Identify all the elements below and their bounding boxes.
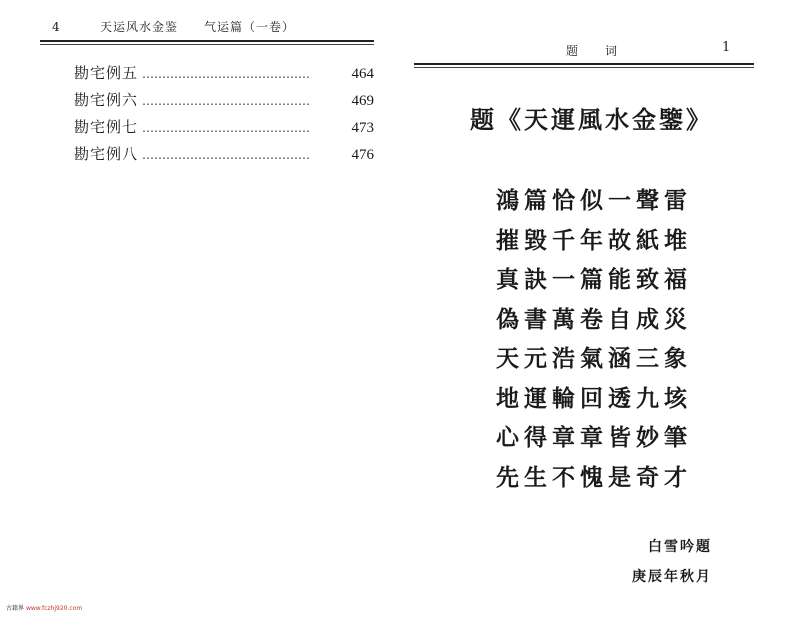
left-running-header: 天运风水金鉴 气运篇（一卷） bbox=[100, 20, 296, 34]
toc-entry-label: 勘宅例六 bbox=[74, 91, 139, 109]
left-page-number: 4 bbox=[52, 20, 61, 34]
poem-date: 庚辰年秋月 bbox=[632, 569, 712, 585]
right-header-rule-thin bbox=[414, 67, 754, 68]
left-header-rule-thin bbox=[40, 44, 374, 45]
poem-line: 偽書萬卷自成災 bbox=[496, 305, 692, 333]
toc-leader-dots: …………………………………… bbox=[142, 148, 311, 162]
footer-watermark bbox=[6, 603, 82, 612]
toc-entry-page: 473 bbox=[351, 120, 374, 136]
poem-line: 真訣一篇能致福 bbox=[496, 266, 692, 293]
poem-signature: 白雪吟題 bbox=[648, 539, 712, 555]
toc-entry[interactable] bbox=[74, 143, 374, 170]
toc-entry[interactable] bbox=[74, 89, 374, 116]
poem-line: 先生不愧是奇才 bbox=[496, 463, 692, 491]
footer-site-name: 古籍界 bbox=[6, 605, 25, 612]
footer-url[interactable]: www.fczhj920.com bbox=[25, 605, 83, 612]
right-header-rule-thick bbox=[414, 63, 754, 65]
right-page-number: 1 bbox=[722, 40, 732, 55]
poem-title: 题《天運風水金鑒》 bbox=[470, 105, 713, 134]
left-header-rule-thick bbox=[40, 40, 374, 42]
toc-entry-label: 勘宅例八 bbox=[74, 145, 139, 163]
toc-entry-page: 469 bbox=[351, 93, 374, 109]
toc-leader-dots: …………………………………… bbox=[142, 121, 311, 135]
toc-entry[interactable] bbox=[74, 116, 374, 143]
toc-entry-label: 勘宅例五 bbox=[74, 64, 139, 82]
left-page bbox=[0, 0, 396, 617]
toc-leader-dots: …………………………………… bbox=[142, 94, 311, 108]
poem-line: 摧毀千年故紙堆 bbox=[496, 226, 692, 254]
poem-line: 天元浩氣涵三象 bbox=[496, 345, 692, 372]
toc-leader-dots: …………………………………… bbox=[142, 67, 311, 81]
toc-entry-label: 勘宅例七 bbox=[74, 118, 139, 136]
poem bbox=[496, 182, 692, 498]
poem-line: 地運輪回透九垓 bbox=[496, 384, 692, 412]
toc-entry[interactable] bbox=[74, 62, 374, 89]
toc-entry-page: 464 bbox=[351, 66, 374, 82]
poem-line: 鴻篇恰似一聲雷 bbox=[496, 187, 692, 214]
toc-entry-page: 476 bbox=[351, 147, 374, 163]
table-of-contents bbox=[74, 62, 374, 170]
poem-line: 心得章章皆妙筆 bbox=[496, 424, 692, 451]
right-running-header: 题 词 bbox=[566, 44, 619, 58]
